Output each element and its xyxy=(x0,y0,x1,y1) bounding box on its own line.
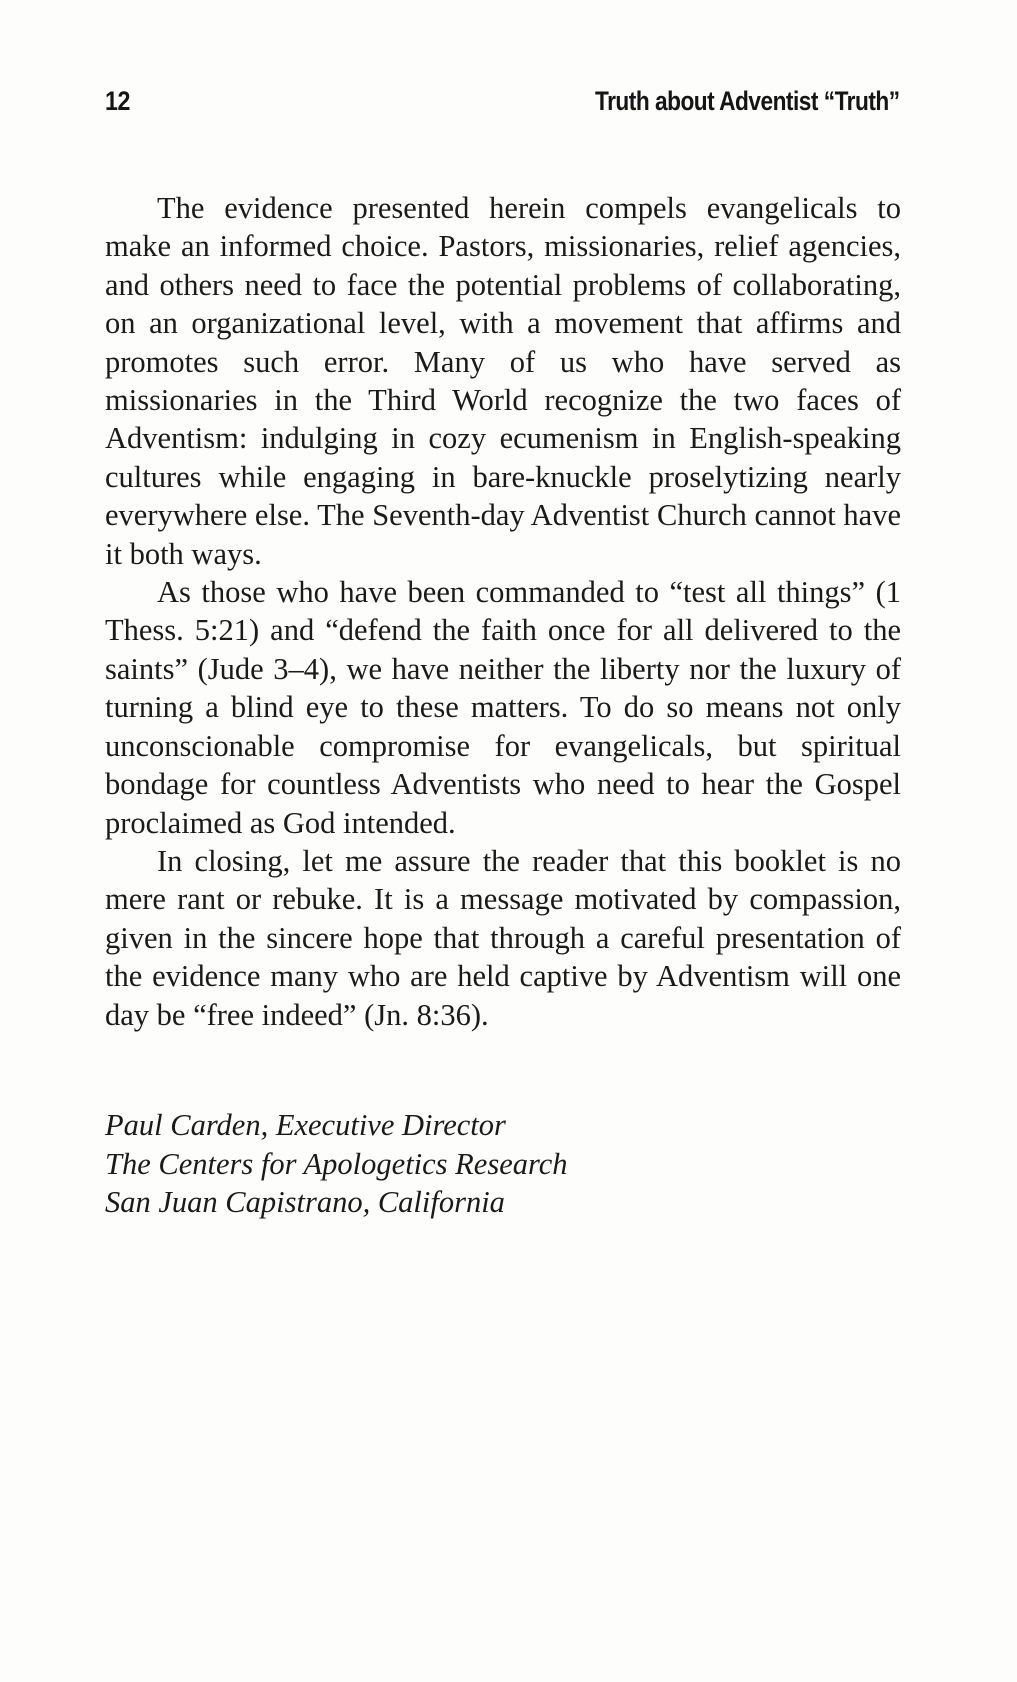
body-text xyxy=(105,189,901,1034)
signature-block xyxy=(105,1106,901,1222)
signature-location: San Juan Capistrano, California xyxy=(105,1185,505,1220)
signature-name-title: Paul Carden, Executive Director xyxy=(105,1108,506,1142)
signature-organization: The Centers for Apologetics Research xyxy=(105,1146,568,1181)
page-header xyxy=(105,86,900,126)
paragraph-2: As those who have been commanded to “test all things” (1 Thess. 5:21) and “defend the faith once for all delivered to the saints” (Jude 3–4), we have neither the liberty nor the luxury of turning a blind eye to these matters. To do so means not only unconscionable compromise for evangelicals, but spiritual bondage for countless Adventists who need to hear the Gospel proclaimed as God intended. xyxy=(105,575,901,840)
page-number: 12 xyxy=(105,86,130,116)
running-head-title: Truth about Adventist “Truth” xyxy=(595,86,900,116)
paragraph-3: In closing, let me assure the reader that this booklet is no mere rant or rebuke. It is a message motivated by compassion, given in the sincere hope that through a careful presentation of the evidence many who are held captive by Adventism will one day be “free indeed” (Jn. 8:36). xyxy=(105,843,901,1032)
paragraph-1: The evidence presented herein compels evangelicals to make an informed choice. Pastors, missionaries, relief agencies, and others need to face the potential problems of collaborating, on an organizational level, with a movement that affirms and promotes such error. Many of us who have served as missionaries in the Third World recognize the two faces of Adventism: indulging in cozy ecumenism in English-speaking cultures while engaging in bare-knuckle proselytizing nearly everywhere else. The Seventh-day Adventist Church cannot have it both ways. xyxy=(105,191,901,571)
